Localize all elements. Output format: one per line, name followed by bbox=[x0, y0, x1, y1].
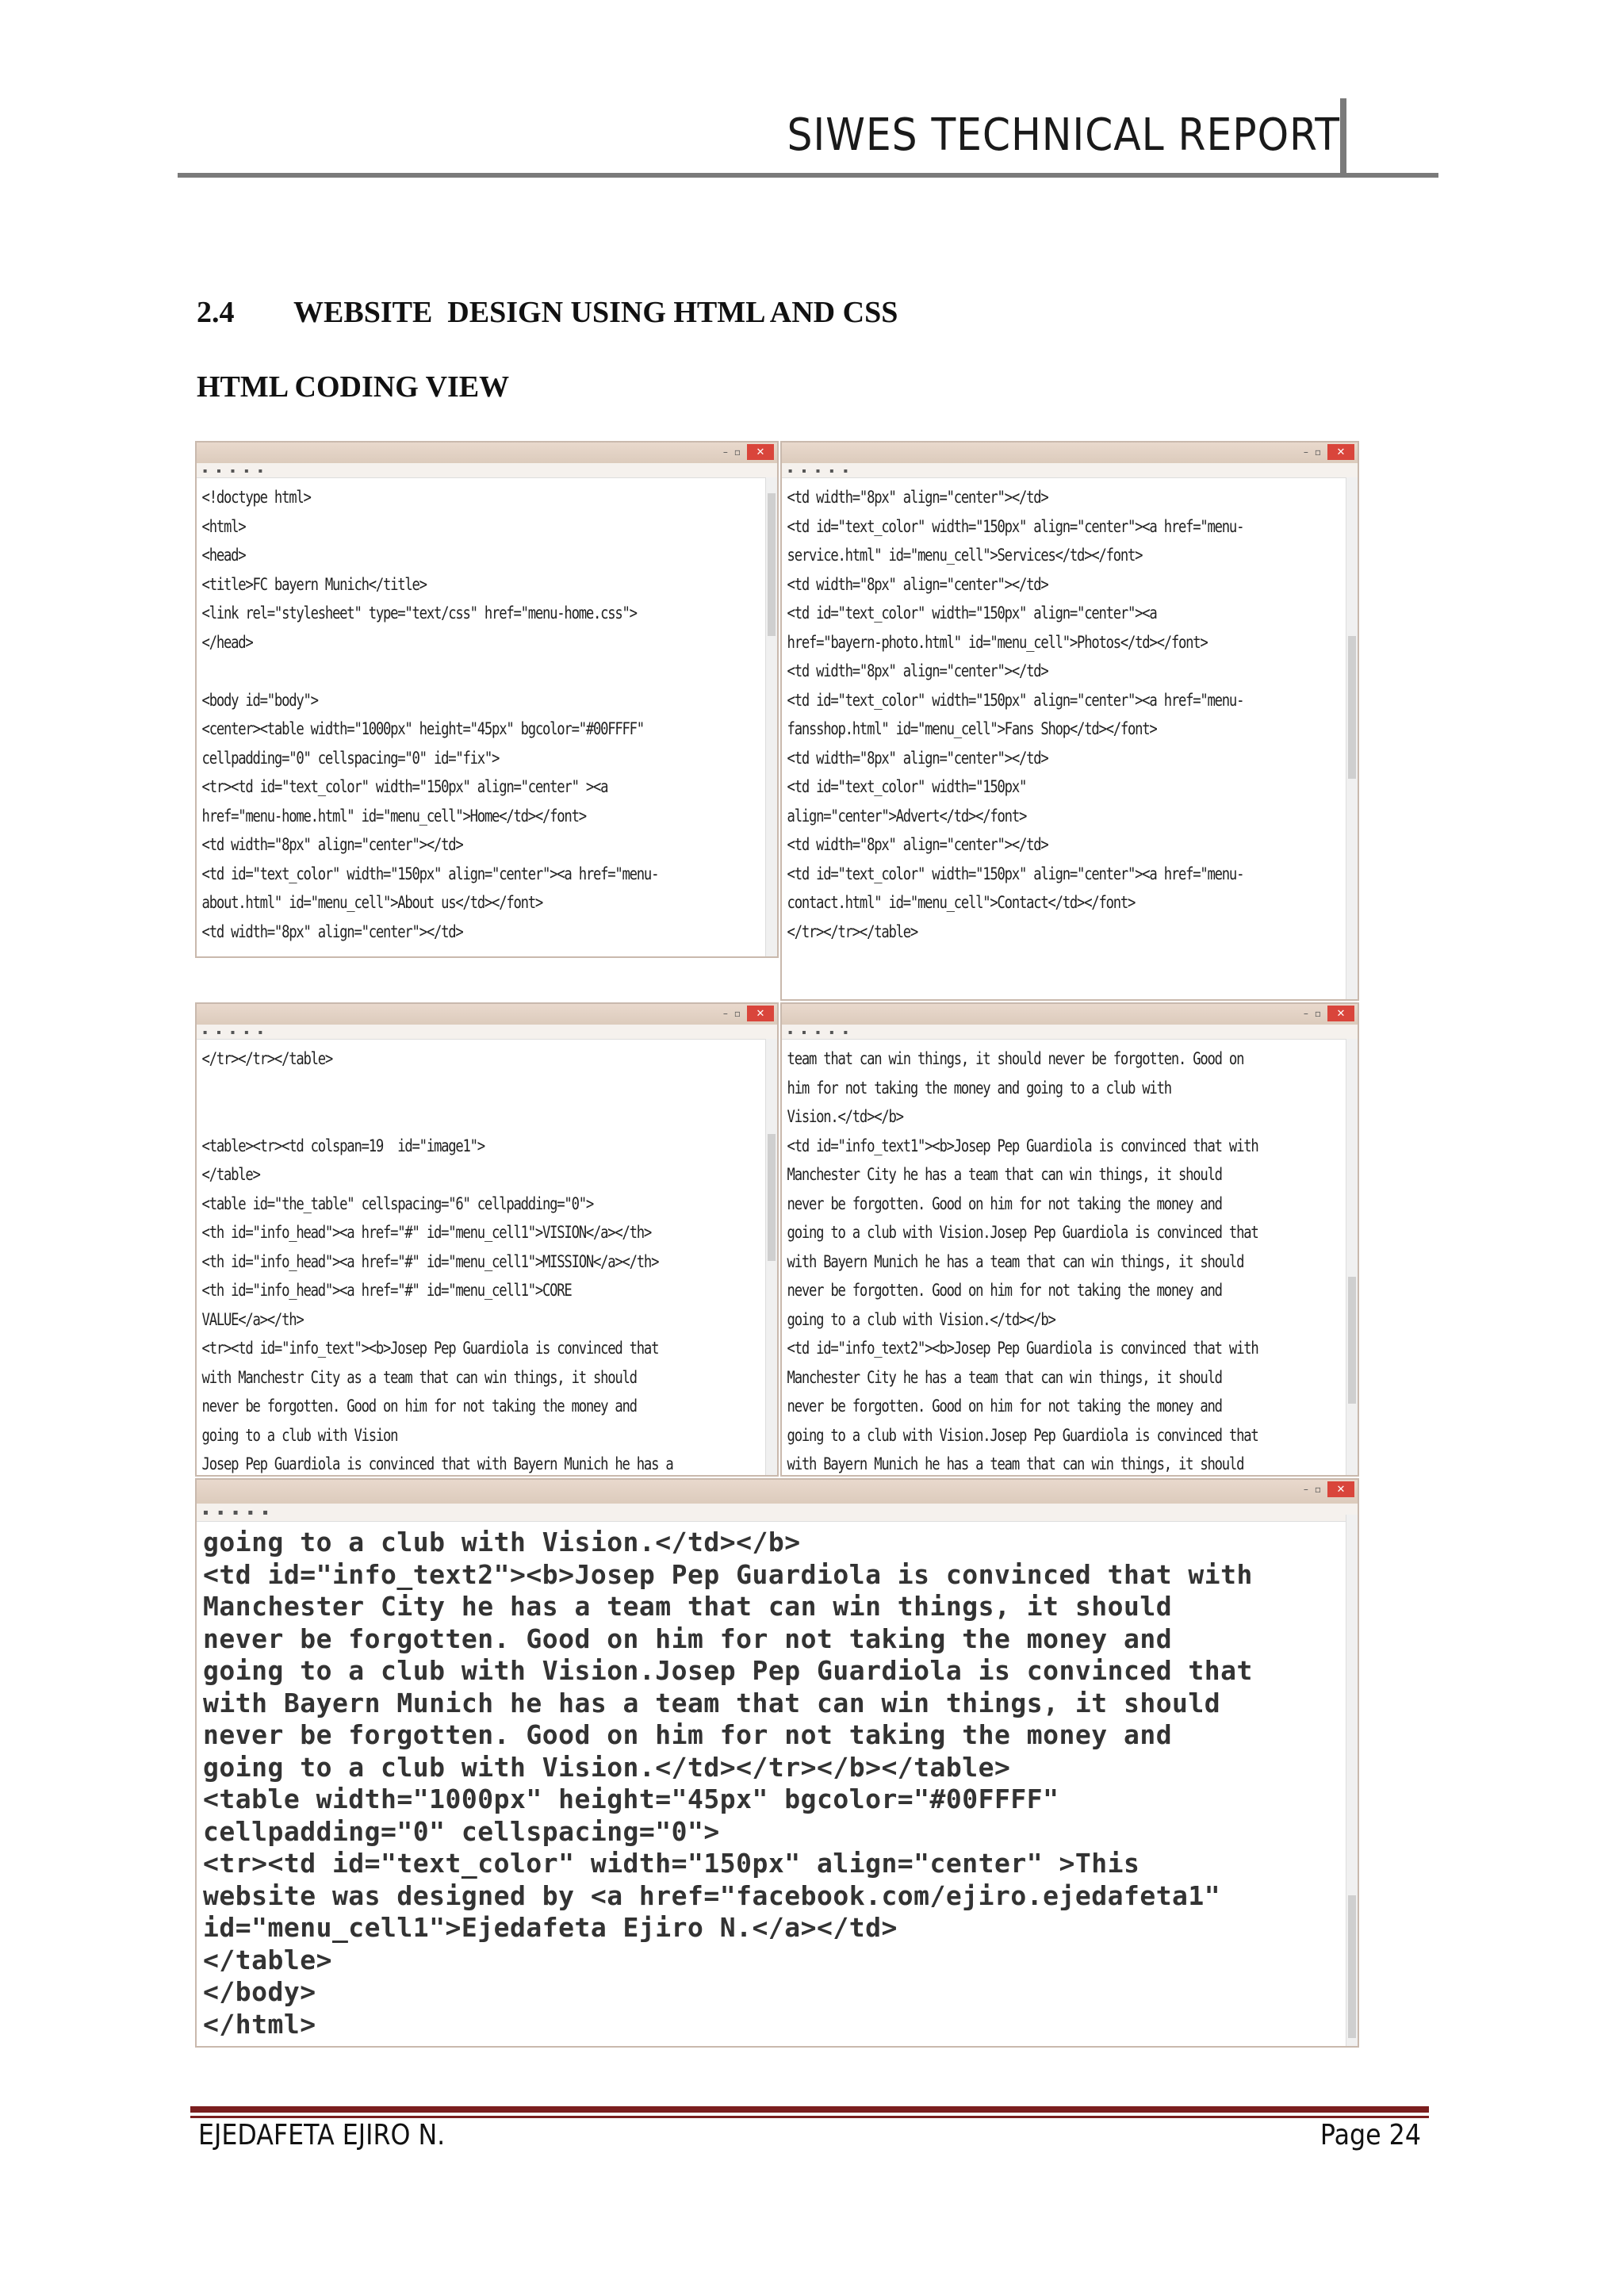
header-vertical-rule bbox=[1340, 98, 1346, 178]
notepad-window-middle-right bbox=[780, 1002, 1359, 1477]
maximize-icon[interactable]: ▫ bbox=[1314, 1008, 1321, 1019]
maximize-icon[interactable]: ▫ bbox=[1314, 446, 1321, 458]
footer-rule-thick bbox=[190, 2106, 1429, 2113]
scrollbar[interactable] bbox=[1346, 1515, 1358, 2046]
notepad-window-bottom bbox=[195, 1478, 1359, 2048]
window-titlebar bbox=[197, 1004, 777, 1025]
window-menubar: ▪ ▪ ▪ ▪ ▪ bbox=[782, 1025, 1358, 1040]
header-rule bbox=[178, 173, 1438, 178]
window-titlebar bbox=[782, 1004, 1358, 1025]
window-menubar: ▪ ▪ ▪ ▪ ▪ bbox=[197, 463, 777, 478]
notepad-window-top-right bbox=[780, 441, 1359, 1001]
minimize-icon[interactable]: – bbox=[722, 1008, 728, 1019]
window-menubar: ▪ ▪ ▪ ▪ ▪ bbox=[197, 1504, 1358, 1522]
close-icon[interactable]: ✕ bbox=[747, 1006, 774, 1021]
report-title: SIWES TECHNICAL REPORT bbox=[787, 109, 1340, 161]
minimize-icon[interactable]: – bbox=[1303, 446, 1308, 458]
code-text[interactable]: going to a club with Vision.</td></b> <td id="info_text2"><b>Josep Pep Guardiola is convinced that with Manchester City he has a team that can win things, it should never be forgotten. Good on him for not taking the money and going to a club with Vision.Josep Pep Guardiola is convinced that with Bayern Munich he has a team that can win things, it should never be forgotten. Good on him for not taking the money and going to a club with Vision.</td></tr></b></table> <table width="1000px" height="45px" bgcolor="#00FFFF" cellpadding="0" cellspacing="0"> <tr><td id="text_color" width="150px" align="center" >This website was designed by <a href="facebook.com/ejiro.ejedafeta1" id="menu_cell1">Ejedafeta Ejiro N.</a></td> </table> </body> </html> bbox=[203, 1527, 1253, 2040]
window-titlebar bbox=[197, 443, 777, 463]
close-icon[interactable]: ✕ bbox=[1327, 444, 1354, 460]
notepad-window-top-left bbox=[195, 441, 779, 958]
footer-author: EJEDAFETA EJIRO N. bbox=[198, 2119, 446, 2151]
minimize-icon[interactable]: – bbox=[1303, 1484, 1308, 1495]
code-text[interactable]: <td width="8px" align="center"></td> <td id="text_color" width="150px" align="center"><a href="menu- service.html" id="menu_cell">Services</td></font> <td width="8px" align="center"></td> <td id="text_color" width="150px" align="center"><a href="bayern-photo.html" id="menu_cell">Photos</td></font> <td width="8px" align="center"></td> <td id="text_color" width="150px" align="center"><a href="menu- fansshop.html" id="menu_cell">Fans Shop</td></font> <td width="8px" align="center"></td> <td id="text_color" width="150px" align="center">Advert</td></font> <td width="8px" align="center"></td> <td id="text_color" width="150px" align="center"><a href="menu- contact.html" id="menu_cell">Contact</td></font> </tr></tr></table> bbox=[787, 488, 1244, 941]
window-titlebar bbox=[197, 1480, 1358, 1504]
footer-rule-thin bbox=[190, 2116, 1429, 2118]
window-menubar: ▪ ▪ ▪ ▪ ▪ bbox=[197, 1025, 777, 1040]
maximize-icon[interactable]: ▫ bbox=[733, 1008, 741, 1019]
maximize-icon[interactable]: ▫ bbox=[733, 446, 741, 458]
scrollbar[interactable] bbox=[765, 1039, 777, 1475]
close-icon[interactable]: ✕ bbox=[1327, 1006, 1354, 1021]
close-icon[interactable]: ✕ bbox=[747, 444, 774, 460]
window-menubar: ▪ ▪ ▪ ▪ ▪ bbox=[782, 463, 1358, 478]
close-icon[interactable]: ✕ bbox=[1327, 1481, 1354, 1497]
section-title: WEBSITE DESIGN USING HTML AND CSS bbox=[293, 296, 898, 329]
page-number: Page 24 bbox=[1320, 2119, 1421, 2151]
code-text[interactable]: <!doctype html> <html> <head> <title>FC bayern Munich</title> <link rel="stylesheet" type="text/css" href="menu-home.css"> </head> <body id="body"> <center><table width="1000px" height="45px" bgcolor="#00FFFF" cellpadding="0" cellspacing="0" id="fix"> <tr><td id="text_color" width="150px" align="center" ><a href="menu-home.html" id="menu_cell">Home</td></font> <td width="8px" align="center"></td> <td id="text_color" width="150px" align="center"><a href="menu- about.html" id="menu_cell">About us</td></font> <td width="8px" align="center"></td> bbox=[201, 488, 659, 941]
code-text[interactable]: </tr></tr></table> <table><tr><td colspan=19 id="image1"> </table> <table id="the_table" cellspacing="6" cellpadding="0"> <th id="info_head"><a href="#" id="menu_cell1">VISION</a></th> <th id="info_head"><a href="#" id="menu_cell1">MISSION</a></th> <th id="info_head"><a href="#" id="menu_cell1">CORE VALUE</a></th> <tr><td id="info_text"><b>Josep Pep Guardiola is convinced that with Manchestr City as a team that can win things, it should never be forgotten. Good on him for not taking the money and going to a club with Vision Josep Pep Guardiola is convinced that with Bayern Munich he has a bbox=[201, 1049, 673, 1473]
window-titlebar bbox=[782, 443, 1358, 463]
notepad-window-middle-left bbox=[195, 1002, 779, 1477]
minimize-icon[interactable]: – bbox=[722, 446, 728, 458]
scrollbar[interactable] bbox=[765, 477, 777, 956]
sub-heading: HTML CODING VIEW bbox=[197, 370, 510, 404]
section-heading bbox=[197, 295, 898, 330]
section-number: 2.4 bbox=[197, 296, 235, 329]
code-text[interactable]: team that can win things, it should never be forgotten. Good on him for not taking the money and going to a club with Vision.</td></b> <td id="info_text1"><b>Josep Pep Guardiola is convinced that with Manchester City he has a team that can win things, it should never be forgotten. Good on him for not taking the money and going to a club with Vision.Josep Pep Guardiola is convinced that with Bayern Munich he has a team that can win things, it should never be forgotten. Good on him for not taking the money and going to a club with Vision.</td></b> <td id="info_text2"><b>Josep Pep Guardiola is convinced that with Manchester City he has a team that can win things, it should never be forgotten. Good on him for not taking the money and going to a club with Vision.Josep Pep Guardiola is convinced that with Bayern Munich he has a team that can win things, it should bbox=[787, 1049, 1258, 1473]
scrollbar[interactable] bbox=[1346, 477, 1358, 999]
minimize-icon[interactable]: – bbox=[1303, 1008, 1308, 1019]
maximize-icon[interactable]: ▫ bbox=[1314, 1484, 1321, 1495]
scrollbar[interactable] bbox=[1346, 1039, 1358, 1475]
